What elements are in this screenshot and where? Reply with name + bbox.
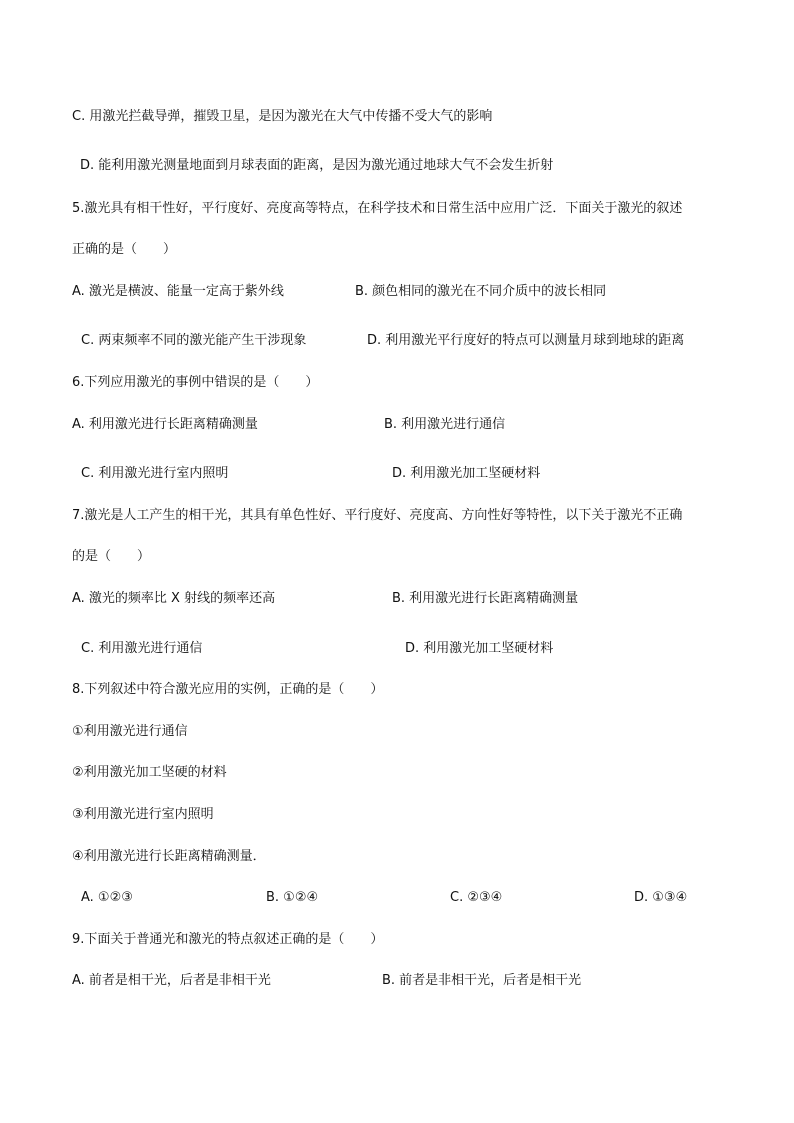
q8-option-d: D. ①③④ [634, 890, 688, 905]
q6-option-d: D. 利用激光加工坚硬材料 [392, 466, 541, 481]
q8-option-c: C. ②③④ [450, 890, 503, 905]
q4-option-d: D. 能利用激光测量地面到月球表面的距离，是因为激光通过地球大气不会发生折射 [80, 158, 554, 173]
q9-stem: 9.下面关于普通光和激光的特点叙述正确的是（ ） [72, 932, 384, 947]
q8-stem: 8.下列叙述中符合激光应用的实例，正确的是（ ） [72, 682, 384, 697]
q6-option-c: C. 利用激光进行室内照明 [81, 466, 229, 481]
q5-stem-line2: 正确的是（ ） [72, 242, 177, 257]
q5-option-c: C. 两束频率不同的激光能产生干涉现象 [81, 333, 307, 348]
q5-stem-line1: 5.激光具有相干性好，平行度好、亮度高等特点，在科学技术和日常生活中应用广泛．下面关于激光的叙述 [72, 201, 683, 216]
q9-option-b: B. 前者是非相干光，后者是相干光 [382, 973, 582, 988]
q5-option-b: B. 颜色相同的激光在不同介质中的波长相同 [355, 284, 607, 299]
q8-option-a: A. ①②③ [81, 890, 133, 905]
q6-option-a: A. 利用激光进行长距离精确测量 [72, 417, 258, 432]
q7-option-d: D. 利用激光加工坚硬材料 [405, 641, 554, 656]
q7-option-b: B. 利用激光进行长距离精确测量 [392, 591, 579, 606]
q8-item-2: ②利用激光加工坚硬的材料 [72, 765, 227, 780]
q8-option-b: B. ①②④ [266, 890, 319, 905]
q7-stem-line1: 7.激光是人工产生的相干光，其具有单色性好、平行度好、亮度高、方向性好等特性，以下关于激光不正确 [72, 508, 683, 523]
q4-option-c: C. 用激光拦截导弹，摧毁卫星，是因为激光在大气中传播不受大气的影响 [72, 109, 493, 124]
q6-stem: 6.下列应用激光的事例中错误的是（ ） [72, 375, 319, 390]
q8-item-3: ③利用激光进行室内照明 [72, 807, 214, 822]
q9-option-a: A. 前者是相干光，后者是非相干光 [72, 973, 271, 988]
q8-item-1: ①利用激光进行通信 [72, 724, 188, 739]
q8-item-4: ④利用激光进行长距离精确测量． [72, 849, 266, 864]
q7-stem-line2: 的是（ ） [72, 549, 151, 564]
q6-option-b: B. 利用激光进行通信 [384, 417, 506, 432]
q5-option-a: A. 激光是横波、能量一定高于紫外线 [72, 284, 284, 299]
q7-option-a: A. 激光的频率比 X 射线的频率还高 [72, 591, 276, 606]
q5-option-d: D. 利用激光平行度好的特点可以测量月球到地球的距离 [367, 333, 685, 348]
q7-option-c: C. 利用激光进行通信 [81, 641, 203, 656]
